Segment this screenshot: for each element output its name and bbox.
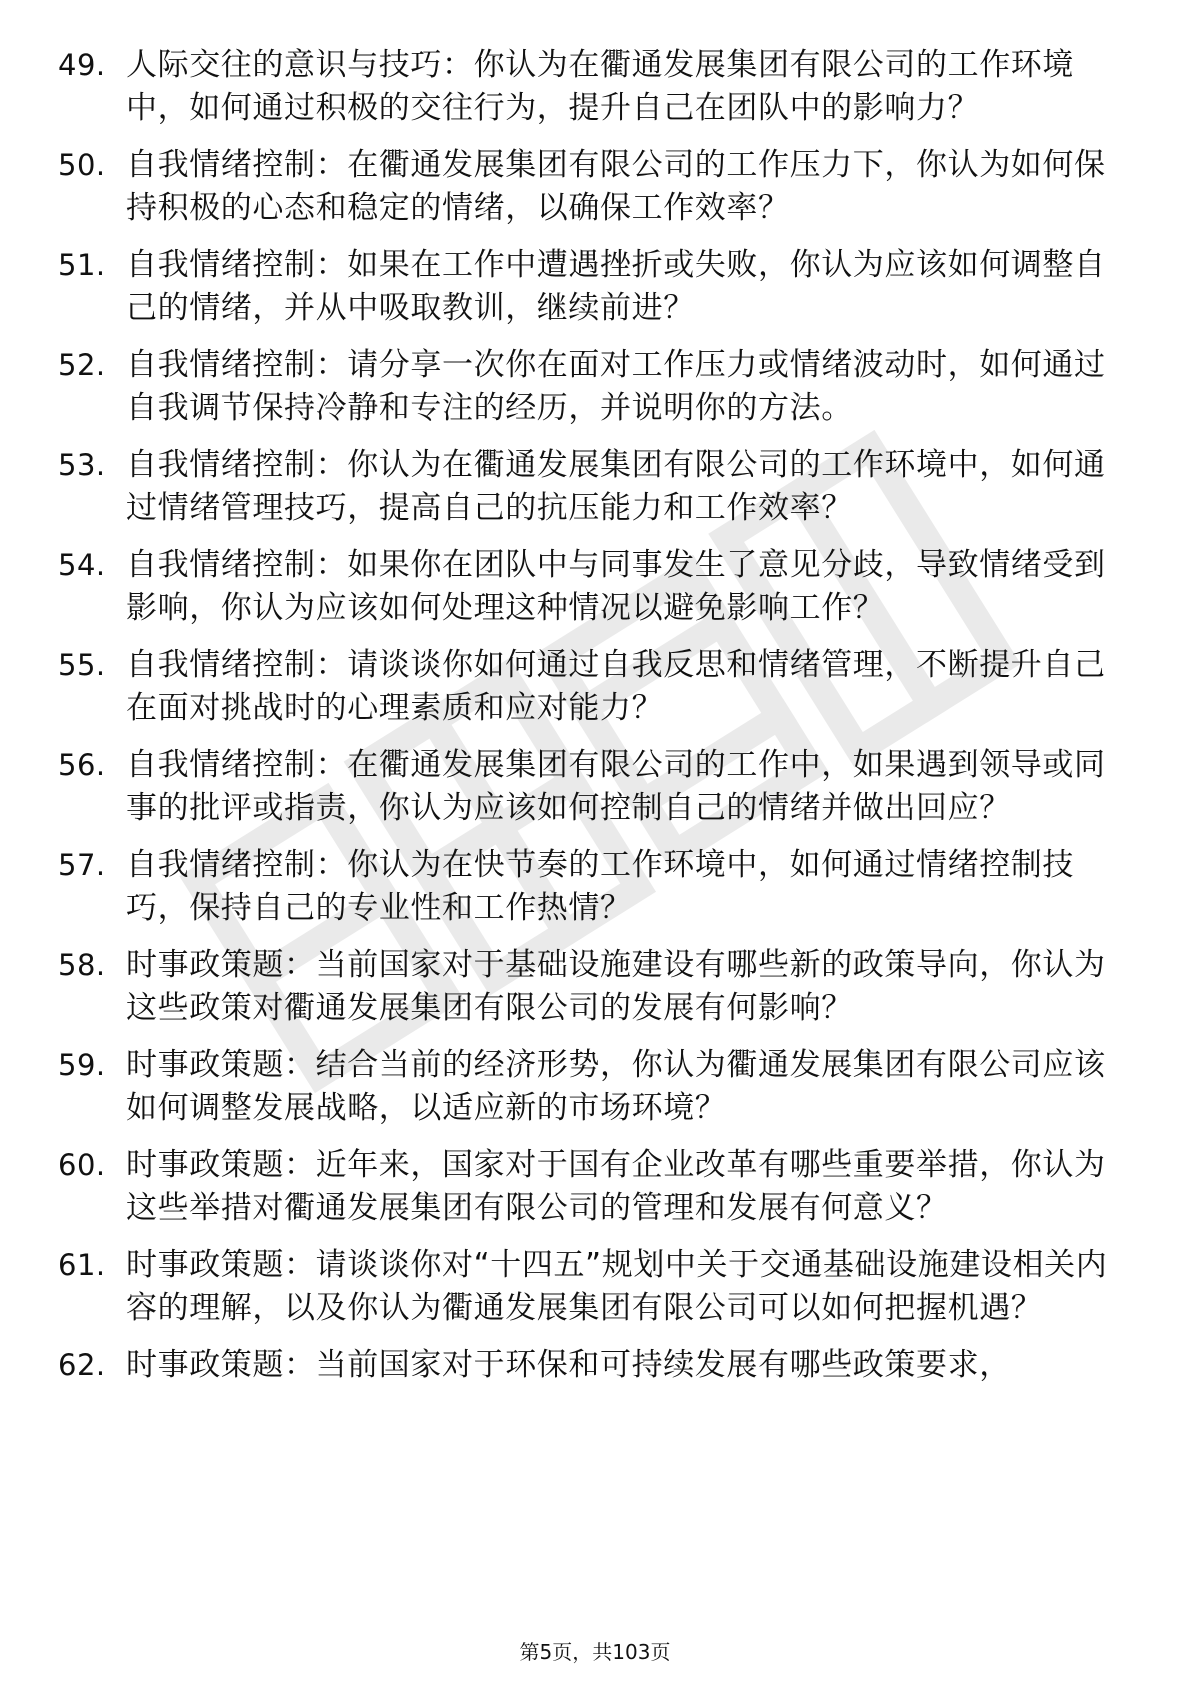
- question-item: [58, 344, 1118, 430]
- question-text: 自我情绪控制：请谈谈你如何通过自我反思和情绪管理，不断提升自己在面对挑战时的心理素质和应对能力？: [126, 647, 1106, 726]
- question-number: 58.: [58, 948, 106, 982]
- question-number: 50.: [58, 148, 106, 182]
- question-item: [58, 1344, 1118, 1387]
- question-text: 人际交往的意识与技巧：你认为在衢通发展集团有限公司的工作环境中，如何通过积极的交往行为，提升自己在团队中的影响力？: [126, 47, 1074, 126]
- question-number: 61.: [58, 1248, 106, 1282]
- question-item: [58, 444, 1118, 530]
- question-item: [58, 244, 1118, 330]
- question-text: 自我情绪控制：请分享一次你在面对工作压力或情绪波动时，如何通过自我调节保持冷静和专注的经历，并说明你的方法。: [126, 347, 1106, 426]
- question-item: [58, 1044, 1118, 1130]
- page-footer: 第5页，共103页: [519, 1640, 671, 1664]
- question-text: 时事政策题：请谈谈你对“十四五”规划中关于交通基础设施建设相关内容的理解，以及你认为衢通发展集团有限公司可以如何把握机遇？: [126, 1247, 1108, 1326]
- question-text: 自我情绪控制：在衢通发展集团有限公司的工作压力下，你认为如何保持积极的心态和稳定的情绪，以确保工作效率？: [126, 147, 1106, 226]
- question-text: 时事政策题：当前国家对于基础设施建设有哪些新的政策导向，你认为这些政策对衢通发展集团有限公司的发展有何影响？: [126, 947, 1106, 1026]
- question-text: 时事政策题：结合当前的经济形势，你认为衢通发展集团有限公司应该如何调整发展战略，以适应新的市场环境？: [126, 1047, 1106, 1126]
- question-number: 53.: [58, 448, 106, 482]
- question-text: 自我情绪控制：你认为在衢通发展集团有限公司的工作环境中，如何通过情绪管理技巧，提高自己的抗压能力和工作效率？: [126, 447, 1106, 526]
- question-item: [58, 944, 1118, 1030]
- question-number: 62.: [58, 1348, 106, 1382]
- question-item: [58, 744, 1118, 830]
- question-item: [58, 144, 1118, 230]
- question-item: [58, 644, 1118, 730]
- question-number: 56.: [58, 748, 106, 782]
- question-text: 自我情绪控制：如果在工作中遭遇挫折或失败，你认为应该如何调整自己的情绪，并从中吸取教训，继续前进？: [126, 247, 1106, 326]
- question-number: 60.: [58, 1148, 106, 1182]
- question-number: 49.: [58, 48, 106, 82]
- question-item: [58, 44, 1118, 130]
- question-item: [58, 544, 1118, 630]
- question-item: [58, 1144, 1118, 1230]
- question-number: 54.: [58, 548, 106, 582]
- question-text: 自我情绪控制：如果你在团队中与同事发生了意见分歧，导致情绪受到影响，你认为应该如何处理这种情况以避免影响工作？: [126, 547, 1106, 626]
- question-text: 时事政策题：当前国家对于环保和可持续发展有哪些政策要求，: [126, 1347, 1011, 1383]
- question-item: [58, 844, 1118, 930]
- question-text: 自我情绪控制：你认为在快节奏的工作环境中，如何通过情绪控制技巧，保持自己的专业性和工作热情？: [126, 847, 1074, 926]
- question-number: 57.: [58, 848, 106, 882]
- question-text: 自我情绪控制：在衢通发展集团有限公司的工作中，如果遇到领导或同事的批评或指责，你认为应该如何控制自己的情绪并做出回应？: [126, 747, 1106, 826]
- question-list: [58, 44, 1118, 1401]
- question-number: 59.: [58, 1048, 106, 1082]
- question-item: [58, 1244, 1118, 1330]
- question-number: 52.: [58, 348, 106, 382]
- question-number: 55.: [58, 648, 106, 682]
- question-number: 51.: [58, 248, 106, 282]
- question-text: 时事政策题：近年来，国家对于国有企业改革有哪些重要举措，你认为这些举措对衢通发展集团有限公司的管理和发展有何意义？: [126, 1147, 1106, 1226]
